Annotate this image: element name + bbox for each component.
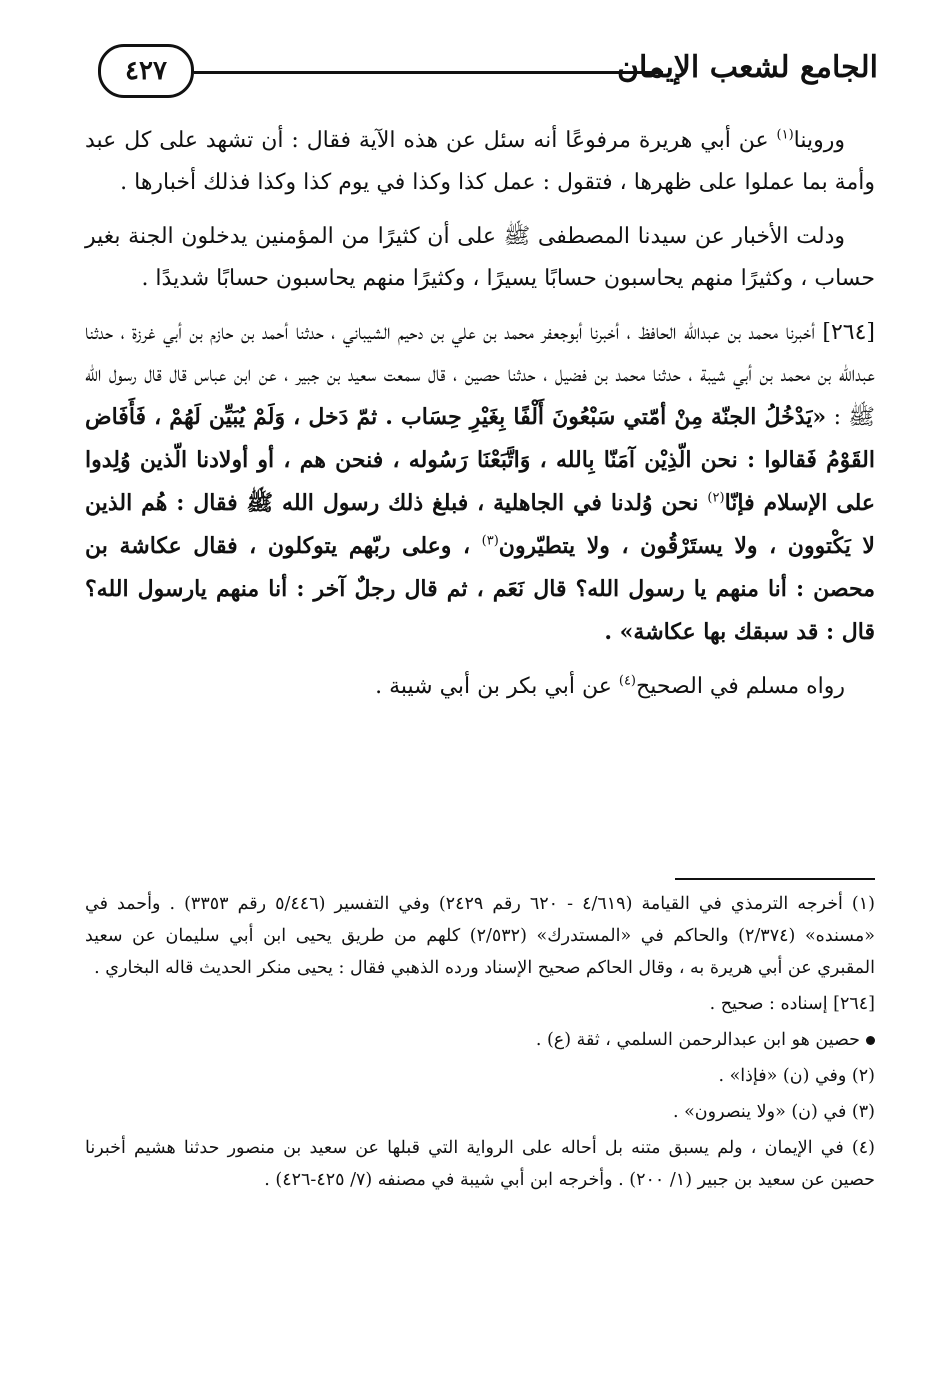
main-text: [85, 120, 875, 720]
hadith-matn-a: «يَدْخُلُ الجنّة مِنْ أمّتي سَبْعُونَ أَلْفًا بِغَيْرِ حِسَاب . ثمّ دَخل ، وَلَمْ يُبَيِّن لَهُمْ ، فَأَفَاض القَوْمُ فَقالوا : نحن الّذِيْن آمَنّا بِالله ، وَاتَّبَعْنَا رَسُوله ، فنحن هم ، أو أولادنا الّذين وُلِدوا على الإسلام فإنّا: [85, 404, 876, 516]
footnote-3: (٣) في (ن) «ولا ينصرون» .: [672, 1102, 875, 1122]
footnote-2: (٢) وفي (ن) «فإذا» .: [718, 1066, 875, 1086]
bullet-icon: [866, 1036, 875, 1045]
footnote-bullet: [85, 1024, 875, 1056]
footnote-ref-1: (١): [776, 127, 794, 143]
paragraph-4-start: رواه مسلم في الصحيح: [636, 674, 845, 699]
page-header: [98, 44, 878, 106]
footnote-ref-2: (٢): [707, 490, 725, 506]
paragraph-1-start: وروينا: [793, 128, 845, 153]
footnote-separator: [675, 878, 875, 880]
hadith-isnad: [٢٦٤] أخبرنا محمد بن عبدالله الحافظ ، أخبرنا أبوجعفر محمد بن علي بن دحيم الشيباني ، حدثنا أحمد بن حازم بن أبي غرزة ، حدثنا عبدالله بن محمد بن أبي شيبة ، حدثنا محمد بن فضيل ، حدثنا حصين ، قال سمعت سعيد بن جبير ، عن ابن عباس قال قال رسول الله ﷺ :: [85, 320, 875, 430]
hadith-matn-b: نحن وُلدنا في الجاهلية ، فبلغ ذلك رسول الله ﷺ فقال : هُم الذين لا يَكْتوون ، ولا يستَرْقُون ، ولا يتطيّرون: [85, 490, 875, 559]
hadith-264: [85, 312, 875, 654]
running-title: الجامع لشعب الإيمان: [616, 50, 878, 85]
paragraph-4-rest: عن أبي بكر بن أبي شيبة .: [375, 674, 619, 699]
paragraph-1: [85, 120, 875, 204]
footnote-4: (٤) في الإيمان ، ولم يسبق متنه بل أحاله على الرواية التي قبلها عن سعيد بن منصور حدثنا هشيم أخبرنا حصين عن سعيد بن جبير (١/ ٢٠٠) . وأخرجه ابن أبي شيبة في مصنفه (٧/ ٤٢٥-٤٢٦) .: [85, 1138, 875, 1190]
page-number: ٤٢٧: [98, 44, 194, 98]
paragraph-4: [85, 666, 875, 708]
paragraph-1-rest: عن أبي هريرة مرفوعًا أنه سئل عن هذه الآية فقال : أن تشهد على كل عبد وأمة بما عملوا على ظهرها ، فتقول : عمل كذا وكذا في يوم كذا وكذا فذلك أخبارها .: [85, 128, 875, 195]
footnote-bullet-text: حصين هو ابن عبدالرحمن السلمي ، ثقة (ع) .: [535, 1030, 860, 1050]
footnote-264: [٢٦٤] إسناده : صحيح .: [709, 994, 875, 1014]
header-rule: [194, 71, 663, 74]
hadith-matn-c: ، وعلى ربّهم يتوكلون ، فقال عكاشة بن محصن : أنا منهم يا رسول الله؟ قال نَعَم ، ثم قال رجلٌ آخر : أنا منهم يارسول الله؟ قال : قد سبقك بها عكاشة» .: [85, 533, 875, 645]
footnote-1: (١) أخرجه الترمذي في القيامة (٤/٦١٩ - ٦٢٠ رقم ٢٤٢٩) وفي التفسير (٥/٤٤٦ رقم ٣٣٥٣) . وأحمد في «مسنده» (٢/٣٧٤) والحاكم في «المستدرك» (٢/٥٣٢) كلهم من طريق يحيى ابن أبي سليمان عن سعيد المقبري عن أبي هريرة به ، وقال الحاكم صحيح الإسناد ورده الذهبي فقال : يحيى منكر الحديث قاله البخاري .: [85, 894, 875, 978]
footnote-ref-4: (٤): [618, 673, 636, 689]
paragraph-2: ودلت الأخبار عن سيدنا المصطفى ﷺ على أن كثيرًا من المؤمنين يدخلون الجنة بغير حساب ، وكثيرًا منهم يحاسبون حسابًا يسيرًا ، وكثيرًا منهم يحاسبون حسابًا شديدًا .: [85, 224, 875, 291]
footnote-ref-3: (٣): [481, 533, 499, 549]
footnotes: [85, 888, 875, 1200]
